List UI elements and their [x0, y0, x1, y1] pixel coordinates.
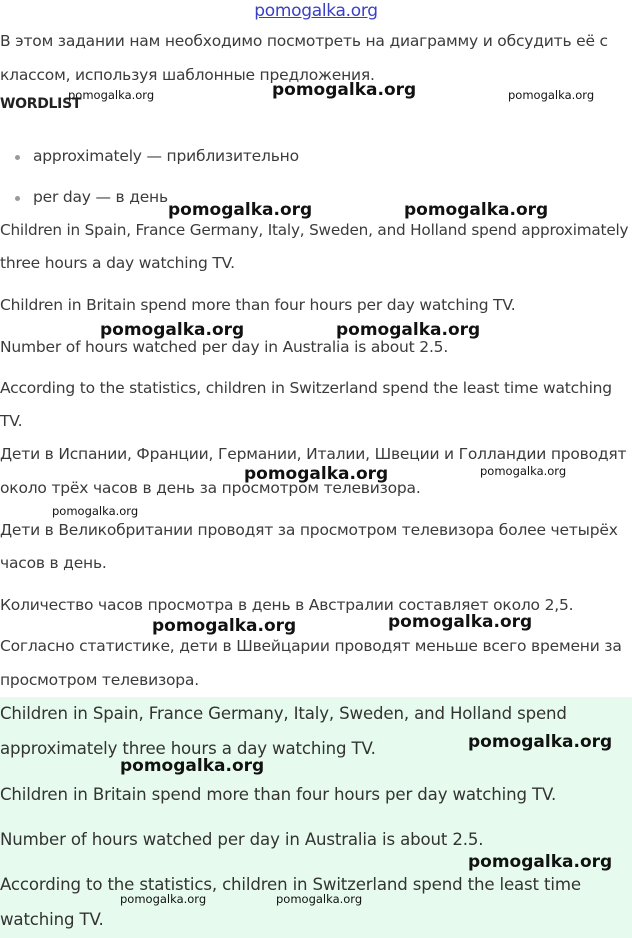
english-sentence-line: three hours a day watching TV.: [0, 254, 235, 272]
watermark: pomogalka.org: [272, 80, 417, 100]
watermark: pomogalka.org: [168, 200, 313, 220]
watermark: pomogalka.org: [480, 464, 567, 478]
answer-line: Children in Britain spend more than four hours per day watching TV.: [0, 785, 557, 804]
russian-sentence-line: Согласно статистике, дети в Швейцарии проводят меньше всего времени за: [0, 637, 622, 655]
english-sentence-line: Number of hours watched per day in Australia is about 2.5.: [0, 338, 449, 356]
intro-line-1: В этом задании нам необходимо посмотреть на диаграмму и обсудить её с: [0, 32, 608, 50]
watermark: pomogalka.org: [388, 612, 533, 632]
russian-sentence-line: Дети в Испании, Франции, Германии, Италии, Швеции и Голландии проводят: [0, 445, 627, 463]
russian-sentence-line: часов в день.: [0, 554, 107, 572]
watermark: pomogalka.org: [404, 200, 549, 220]
wordlist-item: approximately — приблизительно: [33, 147, 299, 165]
site-logo-link[interactable]: pomogalka.org: [254, 1, 378, 21]
russian-sentence-line: около трёх часов в день за просмотром телевизора.: [0, 479, 421, 497]
russian-sentence-line: просмотром телевизора.: [0, 671, 199, 689]
watermark: pomogalka.org: [68, 88, 155, 102]
english-sentence-line: TV.: [0, 412, 23, 430]
intro-line-2: классом, используя шаблонные предложения.: [0, 66, 375, 84]
watermark: pomogalka.org: [468, 852, 613, 872]
answer-line: approximately three hours a day watching TV.: [0, 739, 376, 758]
answer-line: Children in Spain, France Germany, Italy, Sweden, and Holland spend: [0, 704, 567, 723]
bullet-icon: [15, 155, 20, 160]
watermark: pomogalka.org: [52, 504, 139, 518]
bullet-icon: [15, 196, 20, 201]
english-sentence-line: Children in Britain spend more than four hours per day watching TV.: [0, 296, 516, 314]
russian-sentence-line: Количество часов просмотра в день в Австралии составляет около 2,5.: [0, 596, 574, 614]
watermark: pomogalka.org: [120, 892, 207, 906]
wordlist-heading: WORDLIST: [0, 96, 82, 112]
watermark: pomogalka.org: [468, 732, 613, 752]
english-sentence-line: Children in Spain, France Germany, Italy, Sweden, and Holland spend approximately: [0, 221, 629, 239]
answer-line: Number of hours watched per day in Australia is about 2.5.: [0, 830, 484, 849]
watermark: pomogalka.org: [244, 464, 389, 484]
watermark: pomogalka.org: [336, 320, 481, 340]
watermark: pomogalka.org: [120, 756, 265, 776]
watermark: pomogalka.org: [276, 892, 363, 906]
watermark: pomogalka.org: [100, 320, 245, 340]
answer-line: According to the statistics, children in Switzerland spend the least time: [0, 875, 581, 894]
russian-sentence-line: Дети в Великобритании проводят за просмотром телевизора более четырёх: [0, 521, 618, 539]
watermark: pomogalka.org: [508, 88, 595, 102]
wordlist-item: per day — в день: [33, 188, 168, 206]
answer-line: watching TV.: [0, 910, 104, 929]
watermark: pomogalka.org: [152, 616, 297, 636]
english-sentence-line: According to the statistics, children in Switzerland spend the least time watching: [0, 379, 612, 397]
